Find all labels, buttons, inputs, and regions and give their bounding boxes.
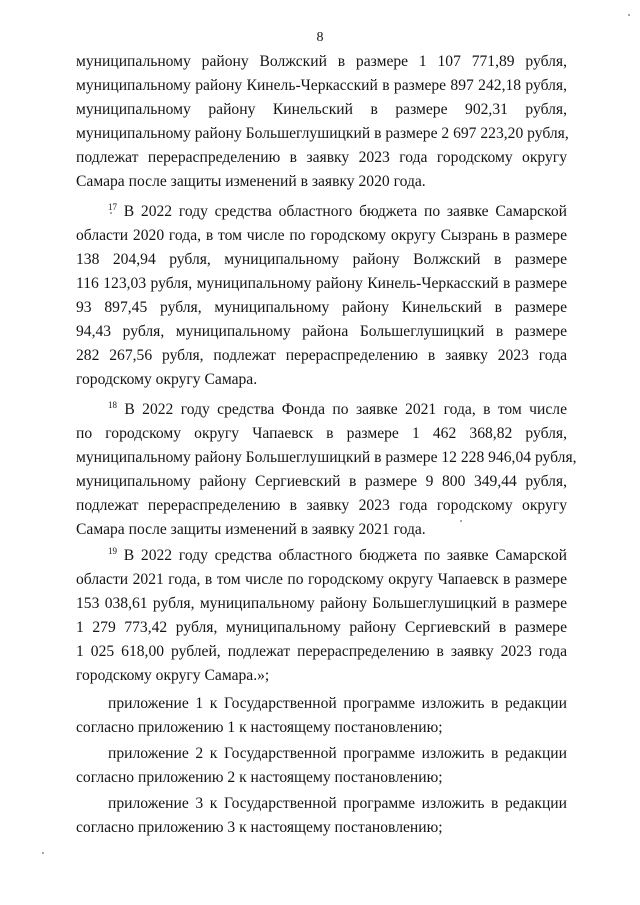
text-line: муниципальному району Большеглушицкий в размере 12 228 946,04 рубля,	[76, 449, 577, 466]
appendix-1-line: согласно приложению 1 к настоящему постановлению;	[76, 719, 443, 736]
footnote-text: В 2022 году средства областного бюджета по заявке Самарской	[123, 547, 567, 564]
text-line: области 2020 года, в том числе по городскому округу Сызрань в размере	[76, 227, 567, 244]
footnote-text: В 2022 году средства Фонда по заявке 2021 года, в том числе	[124, 401, 567, 418]
text-line: Самара после защиты изменений в заявку 2020 года.	[76, 173, 426, 190]
text-line: 153 038,61 рубля, муниципальному району Большеглушицкий в размере	[76, 595, 567, 612]
text-line: 116 123,03 рубля, муниципальному району Кинель-Черкасский в размере	[76, 275, 567, 292]
appendix-3-line: приложение 3 к Государственной программе изложить в редакции	[108, 795, 567, 812]
text-line: городскому округу Самара.	[76, 371, 258, 388]
appendix-2-line: приложение 2 к Государственной программе изложить в редакции	[108, 745, 567, 762]
footnote-marker: 19	[108, 546, 117, 556]
footnote-text: В 2022 году средства областного бюджета по заявке Самарской	[123, 203, 567, 220]
scan-speck	[110, 212, 112, 214]
text-line: 1 025 618,00 рублей, подлежат перераспределению в заявку 2023 года	[76, 643, 567, 660]
text-line: муниципальному району Кинельский в размере 902,31 рубля,	[76, 101, 567, 118]
footnote-marker: 18	[108, 400, 117, 410]
text-line: муниципальному району Кинель-Черкасский в размере 897 242,18 рубля,	[76, 77, 567, 94]
page-number: 8	[316, 30, 324, 45]
appendix-3-line: согласно приложению 3 к настоящему постановлению;	[76, 819, 443, 836]
appendix-2-line: согласно приложению 2 к настоящему постановлению;	[76, 769, 443, 786]
scan-speck	[42, 852, 44, 854]
appendix-1-line: приложение 1 к Государственной программе изложить в редакции	[108, 695, 567, 712]
text-line: 138 204,94 рубля, муниципальному району Волжский в размере	[76, 251, 567, 268]
text-line: 1 279 773,42 рубля, муниципальному району Сергиевский в размере	[76, 619, 567, 636]
text-line: 282 267,56 рубля, подлежат перераспределению в заявку 2023 года	[76, 347, 567, 364]
text-line: муниципальному району Сергиевский в размере 9 800 349,44 рубля,	[76, 473, 567, 490]
text-line: муниципальному району Большеглушицкий в размере 2 697 223,20 рубля,	[76, 125, 569, 142]
text-line: городскому округу Самара.»;	[76, 667, 270, 684]
footnote-17-first-line	[108, 202, 567, 222]
text-line: 94,43 рубля, муниципальному района Большеглушицкий в размере	[76, 323, 567, 340]
scan-speck	[628, 14, 630, 16]
scan-speck	[460, 520, 462, 522]
text-line: муниципальному району Волжский в размере 1 107 771,89 рубля,	[76, 53, 567, 70]
text-line: подлежат перераспределению в заявку 2023 года городскому округу	[76, 149, 567, 166]
text-line: области 2021 года, в том числе по городскому округу Чапаевск в размере	[76, 571, 567, 588]
footnote-18-first-line	[108, 400, 567, 420]
text-line: по городскому округу Чапаевск в размере 1 462 368,82 рубля,	[76, 425, 567, 442]
text-line: подлежат перераспределению в заявку 2023 года городскому округу	[76, 497, 567, 514]
text-line: 93 897,45 рубля, муниципальному району Кинельский в размере	[76, 299, 567, 316]
footnote-marker: 17	[108, 202, 117, 212]
footnote-19-first-line	[108, 546, 567, 566]
text-line: Самара после защиты изменений в заявку 2021 года.	[76, 521, 426, 538]
